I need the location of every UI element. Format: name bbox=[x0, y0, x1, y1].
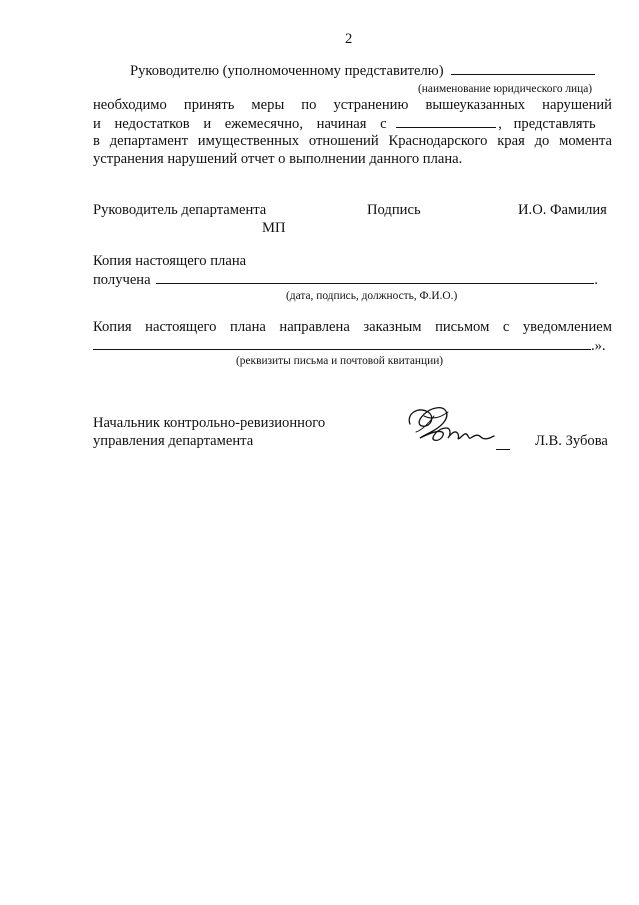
head-name: Л.В. Зубова bbox=[535, 433, 608, 449]
copy-received-line-1: Копия настоящего плана bbox=[93, 253, 247, 269]
stamp-label: МП bbox=[262, 220, 286, 236]
start-date-blank bbox=[396, 114, 496, 128]
copy-sent-line: Копия настоящего плана направлена заказным письмом с уведомлением bbox=[93, 319, 612, 335]
legal-entity-blank bbox=[451, 61, 595, 75]
received-details-hint: (дата, подпись, должность, Ф.И.О.) bbox=[286, 290, 458, 302]
head-position-line-2: управления департамента bbox=[93, 433, 254, 449]
copy-received-line-2 bbox=[93, 270, 598, 290]
head-signature-blank bbox=[496, 436, 510, 450]
copy-sent-line-2 bbox=[93, 336, 606, 356]
paragraph-line-3: в департамент имущественных отношений Краснодарского края до момента bbox=[93, 133, 612, 149]
received-details-blank bbox=[156, 270, 594, 284]
paragraph-line-2-start: и недостатков и ежемесячно, начиная с bbox=[93, 116, 387, 132]
paragraph-line-4: устранения нарушений отчет о выполнении данного плана. bbox=[93, 151, 463, 167]
legal-entity-hint: (наименование юридического лица) bbox=[418, 83, 593, 95]
signatory-position: Руководитель департамента bbox=[93, 202, 267, 218]
copy-sent-end: .». bbox=[591, 338, 606, 354]
handwritten-signature bbox=[404, 404, 496, 450]
page-number: 2 bbox=[345, 31, 353, 47]
paragraph-line-2 bbox=[93, 114, 612, 134]
head-position-line-1: Начальник контрольно-ревизионного bbox=[93, 415, 326, 431]
letter-details-hint: (реквизиты письма и почтовой квитанции) bbox=[236, 355, 444, 367]
paragraph-line-1: необходимо принять меры по устранению вышеуказанных нарушений bbox=[93, 97, 612, 113]
paragraph-line-2-end: , представлять bbox=[498, 116, 596, 132]
name-label: И.О. Фамилия bbox=[518, 202, 607, 218]
addressee-label: Руководителю (уполномоченному представителю) bbox=[130, 63, 444, 79]
addressee-line bbox=[130, 61, 595, 81]
signature-label: Подпись bbox=[367, 202, 421, 218]
copy-received-label: получена bbox=[93, 272, 151, 288]
letter-details-blank bbox=[93, 336, 591, 350]
copy-received-end: . bbox=[594, 272, 598, 288]
